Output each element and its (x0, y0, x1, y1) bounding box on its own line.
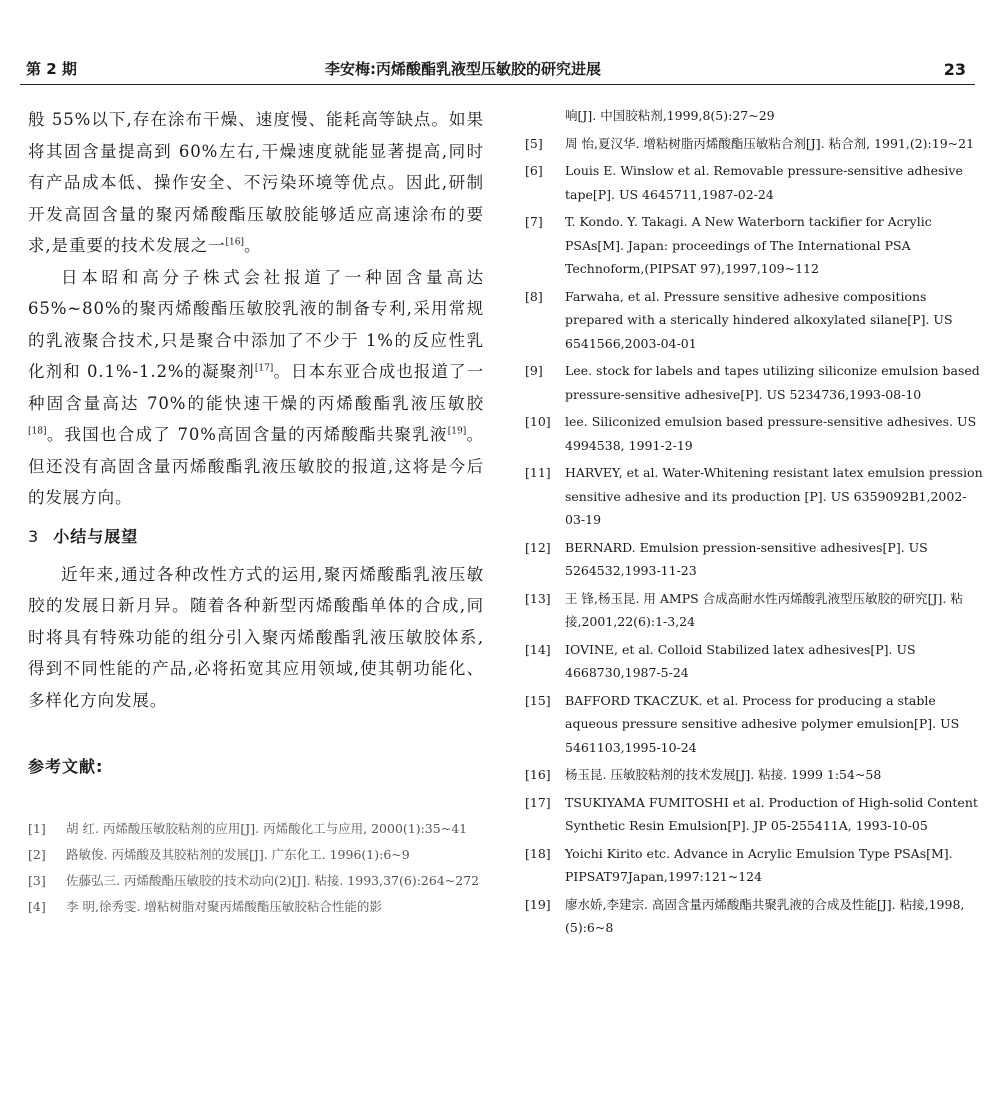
citation: [17] (254, 363, 274, 374)
reference-number: [16] (525, 767, 551, 782)
reference-number: [13] (525, 590, 551, 606)
reference-item (28, 895, 484, 918)
reference-text: Farwaha, et al. Pressure sensitive adhesive compositions prepared with a sterically hindered alkoxylated silane[P]. US 6541566,2003-04-01 (565, 288, 953, 351)
reference-text: TSUKIYAMA FUMITOSHI et al. Production of High-solid Content Synthetic Resin Emulsion[P]. JP 05-255411A, 1993-10-05 (565, 794, 978, 833)
reference-item (525, 285, 985, 356)
reference-text: lee. Siliconized emulsion based pressure-sensitive adhesives. US 4994538, 1991-2-19 (565, 414, 977, 453)
reference-item (525, 132, 985, 156)
reference-number: [14] (525, 641, 551, 657)
section-heading (28, 524, 484, 547)
reference-text: 路敏俊. 丙烯酸及其胶粘剂的发展[J]. 广东化工. 1996(1):6~9 (66, 847, 410, 862)
paragraph-text: 般 55%以下,存在涂布干燥、速度慢、能耗高等缺点。如果将其固含量提高到 60%左右,干燥速度就能显著提高,同时有产品成本低、操作安全、不污染环境等优点。因此,研制开发高固含量的聚丙烯酸酯压敏胶能够适应高速涂布的要求,是重要的技术发展之一 (28, 110, 484, 255)
reference-item (525, 461, 985, 532)
reference-number: [6] (525, 163, 543, 178)
citation: [18] (28, 426, 47, 437)
header-rule (20, 84, 975, 85)
reference-list-left (28, 817, 484, 918)
reference-number: [18] (525, 845, 551, 861)
reference-text: 杨玉昆. 压敏胶粘剂的技术发展[J]. 粘接. 1999 1:54~58 (565, 767, 882, 782)
running-header (20, 52, 970, 82)
reference-text: T. Kondo. Y. Takagi. A New Waterborn tackifier for Acrylic PSAs[M]. Japan: proceedings of The International PSA Technoform,(PIPSAT 97),1997,109~112 (565, 214, 932, 276)
reference-text: 李 明,徐秀雯. 增粘树脂对聚丙烯酸酯压敏胶粘合性能的影 (66, 899, 382, 914)
reference-text: 佐藤弘三. 丙烯酸酯压敏胶的技术动向(2)[J]. 粘接. 1993,37(6):264~272 (66, 873, 480, 888)
reference-item (525, 689, 985, 760)
paragraph-text: 。我国也合成了 70%高固含量的丙烯酸酯共聚乳液 (46, 425, 448, 444)
reference-number: [10] (525, 414, 551, 429)
issue-label: 第 2 期 (26, 60, 77, 78)
section-number: 3 (28, 526, 40, 546)
paragraph-text: 。 (244, 236, 262, 255)
body-paragraph-3: 近年来,通过各种改性方式的运用,聚丙烯酸酯乳液压敏胶的发展日新月异。随着各种新型丙烯酸酯单体的合成,同时将具有特殊功能的组分引入聚丙烯酸酯乳液压敏胶体系,得到不同性能的产品,必将拓宽其应用领域,使其朝功能化、多样化方向发展。 (28, 564, 484, 710)
body-paragraph-1 (28, 104, 484, 262)
reference-number: [15] (525, 692, 551, 708)
running-title: 李安梅:丙烯酸酯乳液型压敏胶的研究进展 (325, 60, 602, 78)
reference-text: Lee. stock for labels and tapes utilizing siliconize emulsion based pressure-sensitive adhesive[P]. US 5234736,1993-08-10 (565, 363, 980, 402)
body-paragraph-2 (28, 262, 484, 514)
citation: [16] (225, 237, 245, 248)
reference-item (525, 842, 985, 889)
reference-number: [5] (525, 135, 543, 151)
left-column (28, 104, 484, 921)
reference-text: IOVINE, et al. Colloid Stabilized latex adhesives[P]. US 4668730,1987-5-24 (565, 641, 916, 680)
reference-number: [3] (28, 873, 46, 888)
reference-number: [1] (28, 821, 46, 836)
reference-item (525, 638, 985, 685)
reference-number: [17] (525, 794, 551, 810)
section-title: 小结与展望 (53, 526, 139, 546)
reference-item (525, 159, 985, 206)
reference-number: [4] (28, 899, 46, 914)
reference-text: 王 锋,杨玉昆. 用 AMPS 合成高耐水性丙烯酸乳液型压敏胶的研究[J]. 粘接,2001,22(6):1-3,24 (565, 590, 963, 629)
reference-item (525, 359, 985, 406)
reference-item (28, 869, 484, 892)
reference-item (525, 210, 985, 281)
paragraph-text: 。但还没有高固含量丙烯酸酯乳液压敏胶的报道,这将是今后的发展方向。 (28, 425, 484, 507)
reference-item (525, 587, 985, 634)
reference-number: [8] (525, 288, 543, 304)
citation: [19] (447, 426, 467, 437)
reference-number: [12] (525, 539, 551, 555)
reference-text: Yoichi Kirito etc. Advance in Acrylic Emulsion Type PSAs[M]. PIPSAT97Japan,1997:121~124 (565, 845, 953, 884)
reference-item (525, 104, 985, 128)
reference-item (28, 817, 484, 840)
reference-number: [11] (525, 465, 551, 480)
reference-number: [7] (525, 214, 543, 229)
reference-number: [2] (28, 847, 46, 862)
reference-text: 周 怡,夏汉华. 增粘树脂丙烯酸酯压敏粘合剂[J]. 粘合剂, 1991,(2):19~21 (565, 135, 975, 151)
reference-text: 响[J]. 中国胶粘剂,1999,8(5):27~29 (565, 108, 775, 123)
reference-text: 胡 红. 丙烯酸压敏胶粘剂的应用[J]. 丙烯酸化工与应用, 2000(1):35~41 (66, 821, 468, 836)
reference-number: [19] (525, 896, 551, 912)
reference-number: [9] (525, 363, 543, 378)
reference-text: Louis E. Winslow et al. Removable pressure-sensitive adhesive tape[P]. US 4645711,1987-02-24 (565, 163, 963, 202)
references-heading: 参考文献: (28, 757, 104, 776)
paragraph-text: 。日本东亚合成也报道了一种固含量高达 70%的能快速干燥的丙烯酸酯乳液压敏胶 (28, 362, 484, 413)
reference-text: BAFFORD TKACZUK. et al. Process for producing a stable aqueous pressure sensitive adhesive polymer emulsion[P]. US 5461103,1995-10-24 (565, 692, 960, 755)
right-column (525, 104, 985, 944)
reference-text: HARVEY, et al. Water-Whitening resistant latex emulsion pression sensitive adhesive and its production [P]. US 6359092B1,2002-03-19 (565, 465, 983, 527)
reference-item (525, 763, 985, 787)
page-number: 23 (943, 60, 966, 79)
reference-item (28, 843, 484, 866)
reference-item (525, 893, 985, 940)
paragraph-text: 日本昭和高分子株式会社报道了一种固含量高达 65%~80%的聚丙烯酸酯压敏胶乳液的制备专利,采用常规的乳液聚合技术,只是聚合中添加了不少于 1%的反应性乳化剂和 0.1%-1.2%的凝聚剂 (28, 267, 484, 381)
reference-item (525, 791, 985, 838)
reference-text: 廖水娇,李建宗. 高固含量丙烯酸酯共聚乳液的合成及性能[J]. 粘接,1998,(5):6~8 (565, 896, 965, 935)
reference-item (525, 410, 985, 457)
reference-text: BERNARD. Emulsion pression-sensitive adhesives[P]. US 5264532,1993-11-23 (565, 539, 928, 578)
reference-item (525, 536, 985, 583)
